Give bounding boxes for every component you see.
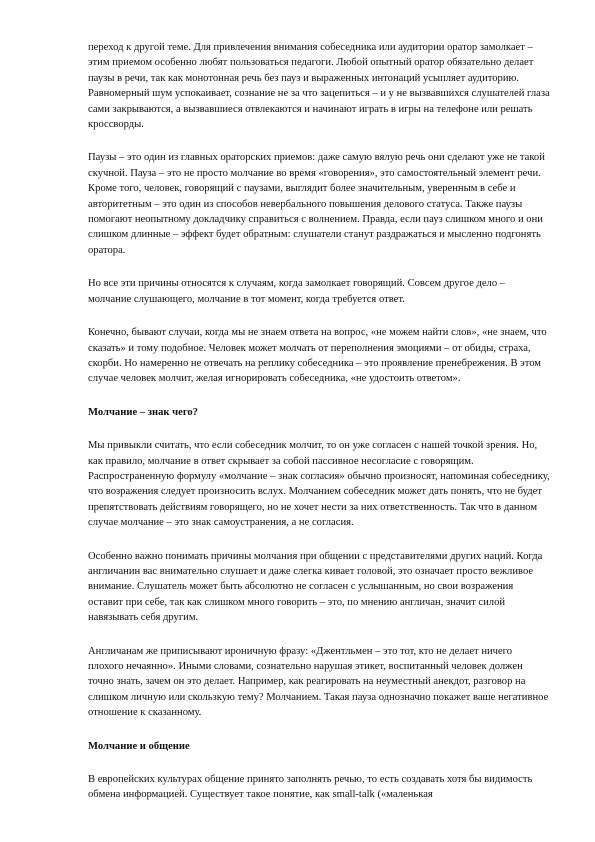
paragraph: Но все эти причины относятся к случаям, когда замолкает говорящий. Совсем другое дело – молчание слушающего, молчание в тот момент, когда требуется ответ. — [88, 278, 506, 305]
paragraph: Особенно важно понимать причины молчания при общении с представителями других наций. Когда англичанин вас внимательно слушает и даже слегка кивает головой, это означает просто вежливое внимание. Слушатель может быть абсолютно не согласен с услышанным, но свои возражения оставит при себе, так как слишком много говорить – это, по мнению англичан, значит силой навязывать себя другим. — [88, 550, 543, 624]
section-heading: Молчание – знак чего? — [88, 406, 198, 418]
paragraph: переход к другой теме. Для привлечения внимания собеседника или аудитории оратор замолкает – этим приемом особенно любят пользоваться педагоги. Любой опытный оратор обязательно делает паузы в речи, так как монотонная речь без пауз и выраженных интонаций усыпляет аудиторию. Равномерный шум успокаивает, сознание не за что зацепиться – и у не вызвавшихся слушателей глаза сами закрываются, а вызвавшиеся отвлекаются и начинают играть в игры на телефоне или решать кроссворды. — [88, 42, 550, 131]
paragraph: Мы привыкли считать, что если собеседник молчит, то он уже согласен с нашей точкой зрения. Но, как правило, молчание в ответ скрывает за собой пассивное несогласие с говорящим. Распространенную формулу «молчание – знак согласия» обычно произносят, напоминая собеседнику, что возражения следует произносить вслух. Молчанием собеседник может дать понять, что не будет препятствовать действиям говорящего, но не хочет нести за них ответственность. Так что в данном случае молчание – это знак самоустранения, а не согласия. — [88, 440, 550, 529]
paragraph: В европейских культурах общение принято заполнять речью, то есть создавать хотя бы видимость обмена информацией. Существует такое понятие, как small-talk («маленькая — [88, 774, 533, 801]
document-body — [88, 40, 550, 821]
paragraph: Конечно, бывают случаи, когда мы не знаем ответа на вопрос, «не можем найти слов», «не знаем, что сказать» и тому подобное. Человек может молчать от переполнения эмоциями – от обиды, страха, скорби. Но намеренно не отвечать на реплику собеседника – это проявление пренебрежения. В этом случае человек молчит, желая игнорировать собеседника, «не удостоить ответом». — [88, 327, 547, 385]
paragraph: Англичанам же приписывают ироничную фразу: «Джентльмен – это тот, кто не делает ничего плохого нечаянно». Иными словами, сознательно нарушая этикет, воспитанный человек должен точно знать, зачем он это делает. Например, как реагировать на неуместный анекдот, разговор на слишком личную или скользкую тему? Молчанием. Такая пауза однозначно покажет ваше негативное отношение к сказанному. — [88, 645, 549, 719]
paragraph: Паузы – это один из главных ораторских приемов: даже самую вялую речь они сделают уже не такой скучной. Пауза – это не просто молчание во время «говорения», это самостоятельный элемент речи. Кроме того, человек, говорящий с паузами, выглядит более значительным, уверенным в себе и авторитетным – это один из способов невербального повышения делового статуса. Также паузы помогают неопытному докладчику справиться с волнением. Правда, если пауз слишком много и они слишком длинные – эффект будет обратным: слушатели станут раздражаться и мысленно подгонять оратора. — [88, 152, 545, 256]
section-heading: Молчание и общение — [88, 740, 190, 752]
